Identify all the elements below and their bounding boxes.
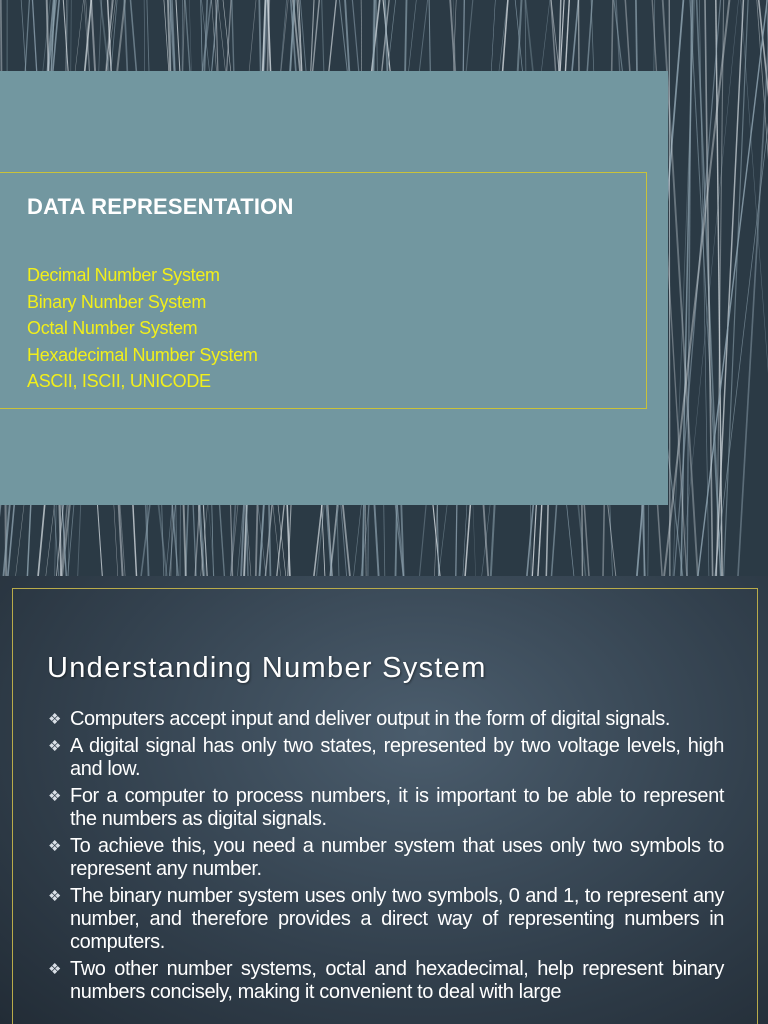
diamond-bullet-icon: ❖ xyxy=(48,888,62,905)
streak-line xyxy=(724,0,749,576)
streak-line xyxy=(738,0,768,576)
streak-line xyxy=(669,0,670,576)
topic-item: Octal Number System xyxy=(27,318,198,338)
topic-list xyxy=(27,262,258,395)
bullet-text: The binary number system uses only two symbols, 0 and 1, to represent any number, and therefore provides a direct way of representing numbers in computers. xyxy=(70,885,724,953)
bullet-text: For a computer to process numbers, it is important to be able to represent the numbers as digital signals. xyxy=(70,785,724,830)
diamond-bullet-icon: ❖ xyxy=(48,788,62,805)
topic-item: ASCII, ISCII, UNICODE xyxy=(27,371,211,391)
bullet-item xyxy=(48,958,724,1004)
topic-item: Hexadecimal Number System xyxy=(27,344,258,365)
bullet-text: A digital signal has only two states, represented by two voltage levels, high and low. xyxy=(70,735,724,780)
diamond-bullet-icon: ❖ xyxy=(48,738,62,755)
topic-item: Binary Number System xyxy=(27,291,207,312)
slide-2-title: Understanding Number System xyxy=(47,652,487,684)
diamond-bullet-icon: ❖ xyxy=(48,961,62,978)
bullet-list xyxy=(48,708,724,1008)
bullet-text: To achieve this, you need a number system that uses only two symbols to represent any number. xyxy=(70,835,724,880)
bullet-item xyxy=(48,785,724,831)
bullet-text: Two other number systems, octal and hexadecimal, help represent binary numbers concisely, making it convenient to deal with large xyxy=(70,958,724,1003)
bullet-item xyxy=(48,885,724,954)
slide-1-title: DATA REPRESENTATION xyxy=(27,194,294,219)
topic-item: Decimal Number System xyxy=(27,265,220,285)
bullet-item xyxy=(48,735,724,781)
bullet-text: Computers accept input and deliver output in the form of digital signals. xyxy=(70,708,671,730)
bullet-item xyxy=(48,835,724,881)
bullet-item xyxy=(48,708,724,731)
slide-2 xyxy=(0,576,768,1024)
diamond-bullet-icon: ❖ xyxy=(48,838,62,855)
diamond-bullet-icon: ❖ xyxy=(48,711,62,728)
